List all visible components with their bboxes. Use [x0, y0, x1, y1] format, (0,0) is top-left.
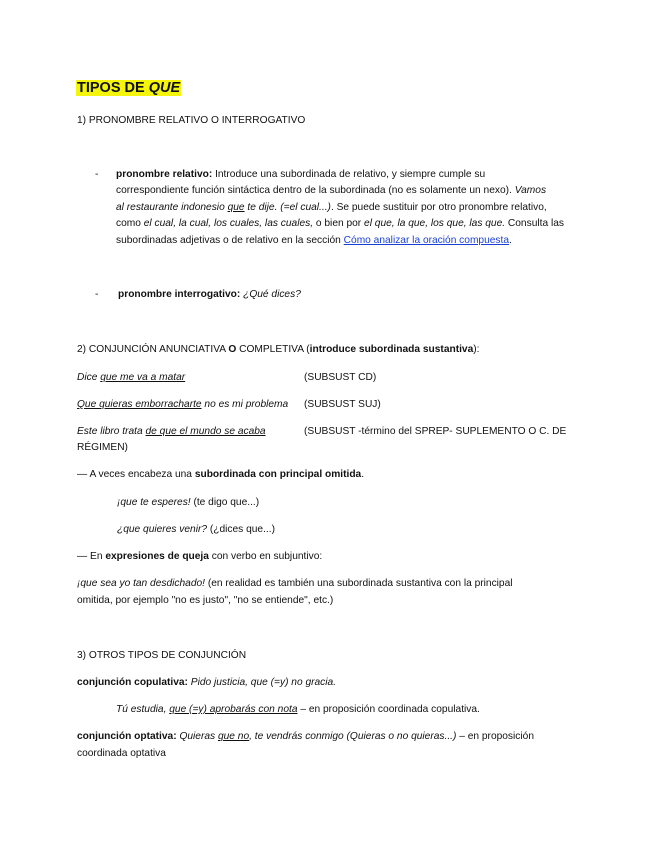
- example-4: [117, 495, 259, 511]
- bullet-dash: -: [95, 289, 99, 300]
- example-underlined: que no: [217, 731, 250, 742]
- text-span: como: [116, 218, 144, 229]
- text-span: .: [361, 469, 365, 480]
- copulativa-example: [116, 702, 480, 718]
- example-6-cont: omitida, por ejemplo "no es justo", "no se entiende", etc.): [77, 595, 334, 606]
- note-principal-omitida: [77, 467, 364, 483]
- text-span: 2) CONJUNCIÓN ANUNCIATIVA: [77, 344, 229, 355]
- example-span: Tú estudia,: [116, 704, 170, 715]
- bullet-relative-line-2: [116, 183, 546, 199]
- title-prefix: TIPOS DE: [77, 80, 149, 96]
- section-2-heading: [77, 342, 480, 358]
- text-span: subordinada con principal omitida: [194, 469, 362, 480]
- text-span: .: [509, 235, 512, 246]
- example-span: te dije. (=el cual...): [244, 202, 331, 213]
- example-span: ¡que te esperes!: [117, 497, 191, 508]
- page-title: [76, 79, 181, 98]
- text-span: ):: [473, 344, 480, 355]
- example-underlined: que me va a matar: [100, 372, 186, 383]
- text-span: (te digo que...): [190, 497, 260, 508]
- bullet-relative-line-4: [116, 216, 564, 232]
- example-3-tag: (SUBSUST -término del SPREP- SUPLEMENTO O C. DE: [304, 426, 567, 437]
- bullet-interrogative: [118, 287, 301, 303]
- example-span: , te vendrás conmigo (Quieras o no quieras...): [249, 731, 457, 742]
- text-span: COMPLETIVA (: [236, 344, 310, 355]
- text-span: Introduce una subordinada de relativo, y siempre cumple su: [212, 169, 486, 180]
- term-pronombre-relativo: pronombre relativo:: [116, 169, 213, 180]
- text-span: Consulta las: [505, 218, 564, 229]
- example-span: ¡que sea yo tan desdichado!: [77, 578, 206, 589]
- example-span: ¿Qué dices?: [240, 289, 301, 300]
- text-span: . Se puede sustituir por otro pronombre relativo,: [330, 202, 547, 213]
- example-2-tag: (SUBSUST SUJ): [304, 399, 381, 410]
- example-span: el cual, la cual, los cuales, las cuales,: [143, 218, 314, 229]
- example-5: [117, 522, 275, 538]
- section-1-heading: 1) PRONOMBRE RELATIVO O INTERROGATIVO: [77, 115, 306, 126]
- example-1: [77, 370, 185, 386]
- text-span: O: [228, 344, 237, 355]
- example-span: Vamos: [511, 185, 547, 196]
- text-span: correspondiente función sintáctica dentro de la subordinada (no es solamente un nexo).: [116, 185, 512, 196]
- text-span: – en proposición coordinada copulativa.: [297, 704, 480, 715]
- example-underlined: de que el mundo se acaba: [145, 426, 266, 437]
- title-word: QUE: [148, 80, 181, 96]
- example-underlined: que (=y) aprobarás con nota: [169, 704, 298, 715]
- example-span: Dice: [77, 372, 101, 383]
- conjuncion-copulativa: [77, 675, 336, 691]
- bullet-relative-line-5: [116, 233, 512, 249]
- example-span: Quieras: [176, 731, 218, 742]
- term-optativa: conjunción optativa:: [77, 731, 177, 742]
- example-span: no es mi problema: [201, 399, 289, 410]
- example-underlined: Que quieras emborracharte: [77, 399, 202, 410]
- text-span: — En: [77, 551, 106, 562]
- term-pronombre-interrogativo: pronombre interrogativo:: [118, 289, 241, 300]
- conjuncion-optativa: [77, 729, 534, 745]
- example-span: al restaurante indonesio: [116, 202, 228, 213]
- link-como-analizar[interactable]: Cómo analizar la oración compuesta: [343, 235, 510, 246]
- example-span: Este libro trata: [77, 426, 146, 437]
- note-queja: [77, 549, 322, 565]
- section-3-heading: 3) OTROS TIPOS DE CONJUNCIÓN: [77, 650, 247, 661]
- text-span: con verbo en subjuntivo:: [208, 551, 323, 562]
- text-span: (¿dices que...): [207, 524, 275, 535]
- text-span: expresiones de queja: [105, 551, 209, 562]
- example-3: [77, 424, 266, 440]
- example-span: el que, la que, los que, las que.: [364, 218, 506, 229]
- example-span: Pido justicia, que (=y) no gracia.: [187, 677, 337, 688]
- example-6: [77, 576, 513, 592]
- example-2: [77, 397, 288, 413]
- term-copulativa: conjunción copulativa:: [77, 677, 188, 688]
- example-3-tag-cont: RÉGIMEN): [77, 442, 128, 453]
- text-span: (en realidad es también una subordinada sustantiva con la principal: [205, 578, 513, 589]
- text-span: introduce subordinada sustantiva: [309, 344, 474, 355]
- text-span: – en proposición: [456, 731, 534, 742]
- bullet-relative-line-1: [116, 167, 485, 183]
- example-underlined: que: [227, 202, 245, 213]
- bullet-relative-line-3: [116, 200, 547, 216]
- conjuncion-optativa-cont: coordinada optativa: [77, 748, 166, 759]
- example-span: ¿que quieres venir?: [117, 524, 208, 535]
- text-span: subordinadas adjetivas o de relativo en la sección: [116, 235, 344, 246]
- example-1-tag: (SUBSUST CD): [304, 372, 377, 383]
- text-span: o bien por: [313, 218, 365, 229]
- bullet-dash: -: [95, 169, 99, 180]
- text-span: — A veces encabeza una: [77, 469, 195, 480]
